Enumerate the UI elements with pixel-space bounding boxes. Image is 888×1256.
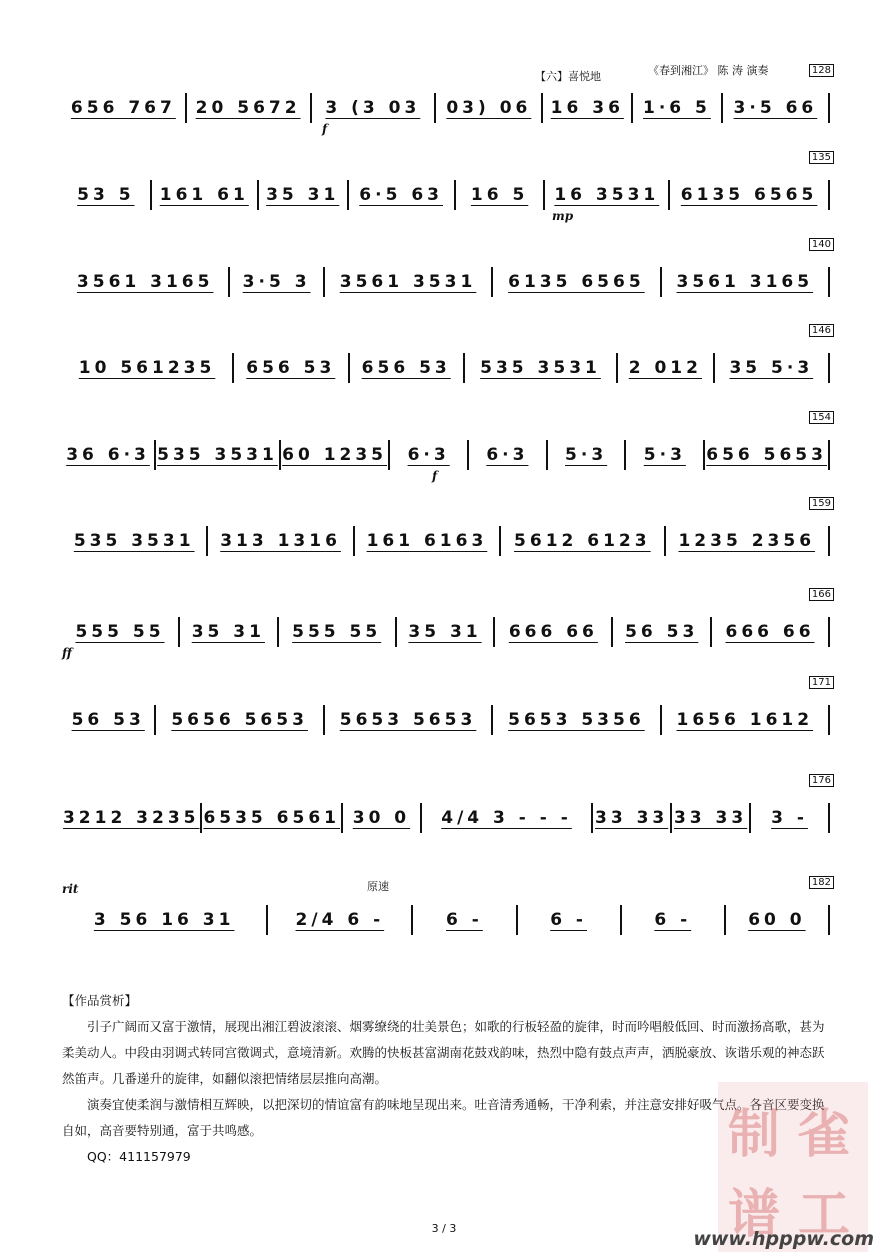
measure: 10 561235 (62, 353, 234, 383)
measure: 161 61 (152, 180, 259, 210)
measure: 60 0 (726, 905, 830, 935)
score-line (62, 239, 831, 302)
measure: 5656 5653 (156, 705, 324, 735)
score-line (62, 775, 831, 838)
measure: 53 5 (62, 180, 152, 210)
measure: 5·3 (548, 440, 627, 470)
qq-contact: QQ：411157979 (87, 1149, 191, 1164)
watermark-char: 制 (728, 1105, 781, 1165)
measure: 20 5672 (187, 93, 312, 123)
measure: 656 5653 (705, 440, 830, 470)
measure: 535 3531 (62, 526, 208, 556)
measure: 6 - (622, 905, 726, 935)
measure-number: 182 (809, 876, 834, 889)
measure: 555 55 (279, 617, 397, 647)
watermark-char: 雀 (798, 1105, 851, 1165)
site-url: www.hpppw.com (693, 1228, 874, 1250)
piece-title: 《春到湘江》 陈 涛 演奏 (648, 64, 769, 77)
measure: 35 31 (397, 617, 496, 647)
measure: 30 0 (343, 803, 422, 833)
measure: 555 55 (62, 617, 180, 647)
dynamic-marking: rit (62, 882, 79, 896)
measure: 33 33 (593, 803, 672, 833)
measure-number: 146 (809, 324, 834, 337)
analysis-paragraph-1: 引子广阔而又富于激情，展现出湘江碧波滚滚、烟雾缭绕的壮美景色；如歌的行板轻盈的旋律，时而吟唱般低回、时而激扬高歌，甚为柔美动人。中段由羽调式转同宫徵调式，意境清新。欢腾的快板甚富湖南花鼓戏韵味，热烈中隐有鼓点声声，洒脱豪放、诙谐乐观的神态跃然笛声。几番递升的旋律，如翻似滚把情绪层层推向高潮。 (62, 1019, 825, 1086)
measure: 1656 1612 (662, 705, 830, 735)
measure: 3561 3165 (662, 267, 830, 297)
score-line (62, 152, 831, 223)
analysis-paragraph-2: 演奏宜使柔润与激情相互辉映，以把深切的情谊富有韵味地呈现出来。吐音清秀通畅，干净利索，并注意安排好吸气点。各音区要变换自如，高音要特别通，富于共鸣感。 (62, 1097, 825, 1138)
section-marker: 【六】喜悦地 (535, 70, 601, 83)
watermark-char: 谱 (728, 1185, 781, 1245)
measure: 3·5 3 (230, 267, 324, 297)
measure: 3 (3 03 (312, 93, 437, 123)
measure-number: 140 (809, 238, 834, 251)
measure: 3212 3235 (62, 803, 202, 833)
measure: 6535 6561 (202, 803, 342, 833)
score-line (62, 877, 831, 940)
measure: 36 6·3 (62, 440, 156, 470)
dynamic-marking: ff (62, 646, 72, 660)
measure: 3·5 66 (723, 93, 830, 123)
measure: 6 - (413, 905, 517, 935)
measure: 35 5·3 (715, 353, 830, 383)
measure: 6135 6565 (670, 180, 830, 210)
score-line (62, 677, 831, 740)
measure: 3561 3165 (62, 267, 230, 297)
measure-number: 128 (809, 64, 834, 77)
measure: 03) 06 (436, 93, 543, 123)
measure: 5·3 (626, 440, 705, 470)
measure: 535 3531 (156, 440, 281, 470)
measure: 4/4 3 - - - (422, 803, 593, 833)
dynamic-marking: f (322, 122, 328, 136)
score-line (62, 325, 831, 388)
measure: 1235 2356 (666, 526, 830, 556)
measure: 35 31 (180, 617, 279, 647)
measure: 5612 6123 (501, 526, 665, 556)
page-number: 3 / 3 (431, 1222, 457, 1235)
measure: 3561 3531 (325, 267, 493, 297)
measure: 3 - (751, 803, 830, 833)
measure-number: 154 (809, 411, 834, 424)
measure: 2/4 6 - (268, 905, 413, 935)
measure-number: 135 (809, 151, 834, 164)
measure-number: 176 (809, 774, 834, 787)
score-line (62, 589, 831, 660)
measure: 666 66 (712, 617, 830, 647)
measure: 56 53 (62, 705, 156, 735)
measure: 33 33 (672, 803, 751, 833)
measure: 56 53 (613, 617, 712, 647)
measure: 16 3531 (545, 180, 670, 210)
measure: 16 36 (543, 93, 633, 123)
score-line (62, 498, 831, 561)
measure: 5653 5653 (325, 705, 493, 735)
tempo-marking: 原速 (367, 880, 389, 893)
watermark-char: 工 (798, 1185, 851, 1245)
measure: 313 1316 (208, 526, 354, 556)
measure-number: 166 (809, 588, 834, 601)
measure: 656 767 (62, 93, 187, 123)
measure: 1·6 5 (633, 93, 723, 123)
measure: 6·5 63 (349, 180, 456, 210)
measure: 6135 6565 (493, 267, 661, 297)
measure: 3 56 16 31 (62, 905, 268, 935)
score-line (62, 412, 831, 483)
measure: 2 012 (618, 353, 715, 383)
measure: 16 5 (456, 180, 546, 210)
analysis (62, 988, 832, 1170)
measure-number: 159 (809, 497, 834, 510)
measure: 666 66 (495, 617, 613, 647)
measure: 161 6163 (355, 526, 501, 556)
measure: 535 3531 (465, 353, 618, 383)
measure: 6·3 (390, 440, 469, 470)
dynamic-marking: f (432, 469, 438, 483)
measure: 6 - (518, 905, 622, 935)
dynamic-marking: mp (552, 209, 574, 223)
measure: 60 1235 (281, 440, 390, 470)
analysis-heading: 【作品赏析】 (62, 993, 138, 1008)
measure: 35 31 (259, 180, 349, 210)
measure: 5653 5356 (493, 705, 661, 735)
measure: 6·3 (469, 440, 548, 470)
measure-number: 171 (809, 676, 834, 689)
measure: 656 53 (350, 353, 465, 383)
measure: 656 53 (234, 353, 349, 383)
